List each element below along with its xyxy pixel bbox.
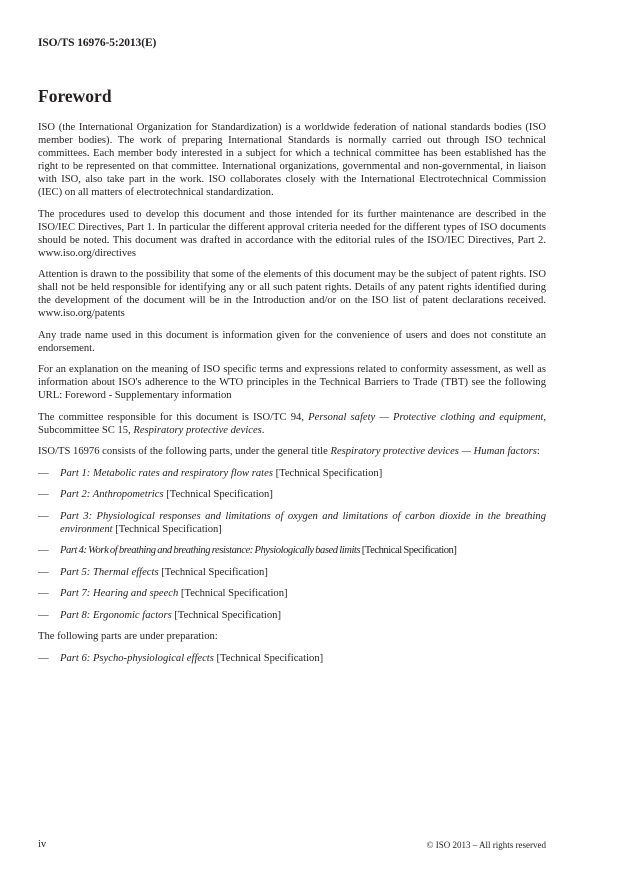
list-item-part-3 [38,510,546,536]
part-type: [Technical Specification] [178,588,288,599]
part-type: [Technical Specification] [360,545,457,556]
part-title: Part 2: Anthropometrics [60,489,164,500]
section-title: Foreword [38,86,112,106]
general-title: Respiratory protective devices — Human factors [330,446,537,457]
list-item-part-4 [38,544,546,557]
paragraph-conformity: For an explanation on the meaning of ISO specific terms and expressions related to conformity assessment, as well as information about ISO's adherence to the WTO principles in the Technical Barriers to Trade (TBT) see the following URL: Foreword - Supplementary information [38,364,546,401]
em-dash-bullet: — [38,510,49,522]
em-dash-bullet: — [38,652,49,664]
list-item-part-5 [38,566,546,579]
em-dash-bullet: — [38,566,49,578]
part-type: [Technical Specification] [158,566,268,578]
parts-intro-text: ISO/TS 16976 consists of the following parts, under the general title [38,446,331,457]
em-dash-bullet: — [38,467,49,479]
paragraph-procedures: The procedures used to develop this document and those intended for its further maintenance are described in the ISO/IEC Directives, Part 1. In particular the different approval criteria needed for the different types of ISO documents should be noted. This document was drafted in accordance with the editorial rules of the ISO/IEC Directives, Part 2. www.iso.org/directives [38,208,546,259]
subcommittee-name: Respiratory protective devices [133,424,262,436]
list-item-part-8 [38,609,546,622]
paragraph-trade-name: Any trade name used in this document is information given for the convenience of users and does not constitute an endorsement. [38,329,546,354]
copyright-notice: © ISO 2013 – All rights reserved [426,840,546,850]
part-type: [Technical Specification] [112,523,222,535]
paragraph-parts-intro [38,445,546,458]
paragraph-iso-intro: ISO (the International Organization for Standardization) is a worldwide federation of national standards bodies (ISO member bodies). The work of preparing International Standards is normally carried out through ISO technical committees. Each member body interested in a subject for which a technical committee has been established has the right to be represented on that committee. International organizations, governmental and non-governmental, in liaison with ISO, also take part in the work. ISO collaborates closely with the International Electrotechnical Commission (IEC) on all matters of electrotechnical standardization. [38,122,546,198]
part-title: Part 7: Hearing and speech [60,588,179,599]
list-item-part-1 [38,467,546,480]
paragraph-committee [38,411,546,437]
list-item-part-2 [38,488,546,501]
list-item-part-6 [38,652,546,665]
em-dash-bullet: — [38,545,49,556]
document-identifier: ISO/TS 16976-5:2013(E) [38,37,157,49]
page-number: iv [38,839,47,850]
part-type: [Technical Specification] [272,467,383,479]
part-type: [Technical Specification] [163,489,273,500]
part-type: [Technical Specification] [171,609,281,621]
part-title: Part 5: Thermal effects [60,566,159,578]
paragraph-under-preparation: The following parts are under preparation: [38,631,218,642]
period: . [261,424,265,436]
part-title: Part 8: Ergonomic factors [60,609,172,621]
em-dash-bullet: — [38,609,49,621]
subcommittee-text: , Subcommittee SC 15, [38,411,546,436]
colon: : [536,446,540,457]
committee-text: The committee responsible for this document is ISO/TC 94, [38,411,309,423]
part-title: Part 6: Psycho-physiological effects [60,652,214,664]
part-title: Part 3: Physiological responses and limitations of oxygen and limitations of carbon dioxide in the breathing environment [60,510,546,535]
part-title: Part 1: Metabolic rates and respiratory flow rates [60,467,273,479]
em-dash-bullet: — [38,588,49,599]
foreword-body [38,121,546,673]
list-item-part-7 [38,587,546,600]
em-dash-bullet: — [38,489,49,500]
paragraph-patents: Attention is drawn to the possibility that some of the elements of this document may be the subject of patent rights. ISO shall not be held responsible for identifying any or all such patent rights. Details of any patent rights identified during the development of the document will be in the Introduction and/or on the ISO list of patent declarations received. www.iso.org/patents [38,269,546,319]
part-type: [Technical Specification] [213,652,324,664]
committee-name: Personal safety — Protective clothing and equipment [308,411,544,423]
part-title: Part 4: Work of breathing and breathing resistance: Physiologically based limits [60,545,361,556]
